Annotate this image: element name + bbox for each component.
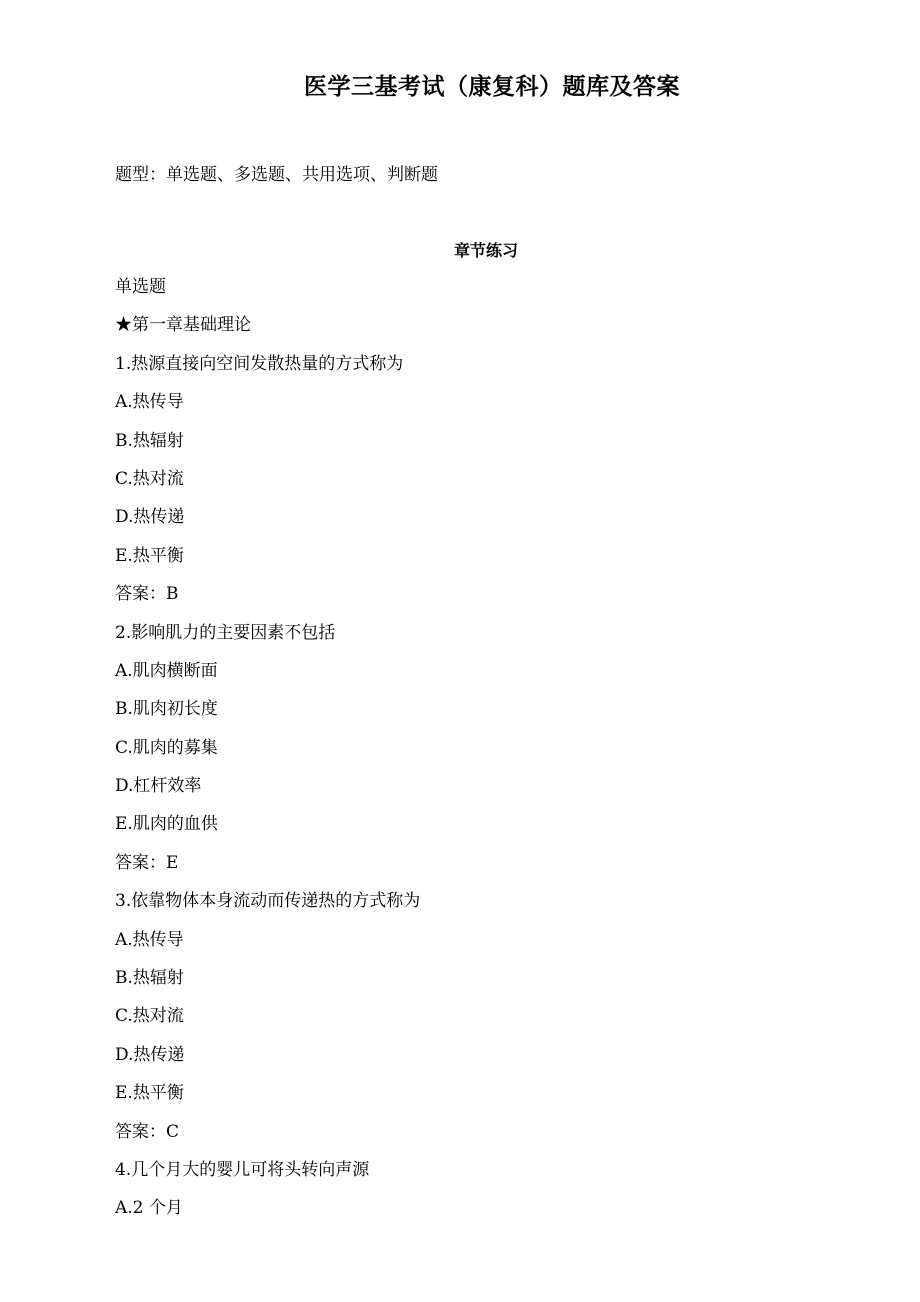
answer-option: A.热传导 (115, 929, 184, 950)
answer-option: D.杠杆效率 (115, 776, 202, 797)
answer-option: E.热平衡 (115, 1083, 184, 1104)
answer-option: B.肌肉初长度 (115, 699, 218, 720)
chapter-heading: ★第一章基础理论 (115, 315, 251, 336)
answer-key: 答案：C (115, 1121, 180, 1142)
question-list (115, 273, 815, 1233)
answer-option: C.热对流 (115, 1006, 184, 1027)
question-types-line: 题型：单选题、多选题、共用选项、判断题 (115, 165, 438, 185)
category-heading: 单选题 (115, 277, 166, 297)
answer-option: B.热辐射 (115, 430, 184, 451)
answer-option: A.2 个月 (115, 1198, 183, 1219)
question-stem: 1.热源直接向空间发散热量的方式称为 (115, 353, 404, 374)
question-stem: 2.影响肌力的主要因素不包括 (115, 622, 336, 643)
answer-option: C.热对流 (115, 468, 184, 489)
question-stem: 3.依靠物体本身流动而传递热的方式称为 (115, 891, 421, 912)
answer-option: D.热传递 (115, 507, 185, 528)
answer-option: E.肌肉的血供 (115, 814, 218, 835)
answer-option: B.热辐射 (115, 968, 184, 989)
answer-option: E.热平衡 (115, 545, 184, 566)
answer-key: 答案：E (115, 852, 179, 873)
question-stem: 4.几个月大的婴儿可将头转向声源 (115, 1159, 370, 1180)
answer-option: A.热传导 (115, 392, 184, 413)
answer-option: A.肌肉横断面 (115, 660, 218, 681)
document-title: 医学三基考试（康复科）题库及答案 (304, 73, 680, 100)
answer-key: 答案：B (115, 584, 179, 605)
section-title: 章节练习 (453, 241, 518, 260)
answer-option: C.肌肉的募集 (115, 737, 218, 758)
answer-option: D.热传递 (115, 1044, 185, 1065)
